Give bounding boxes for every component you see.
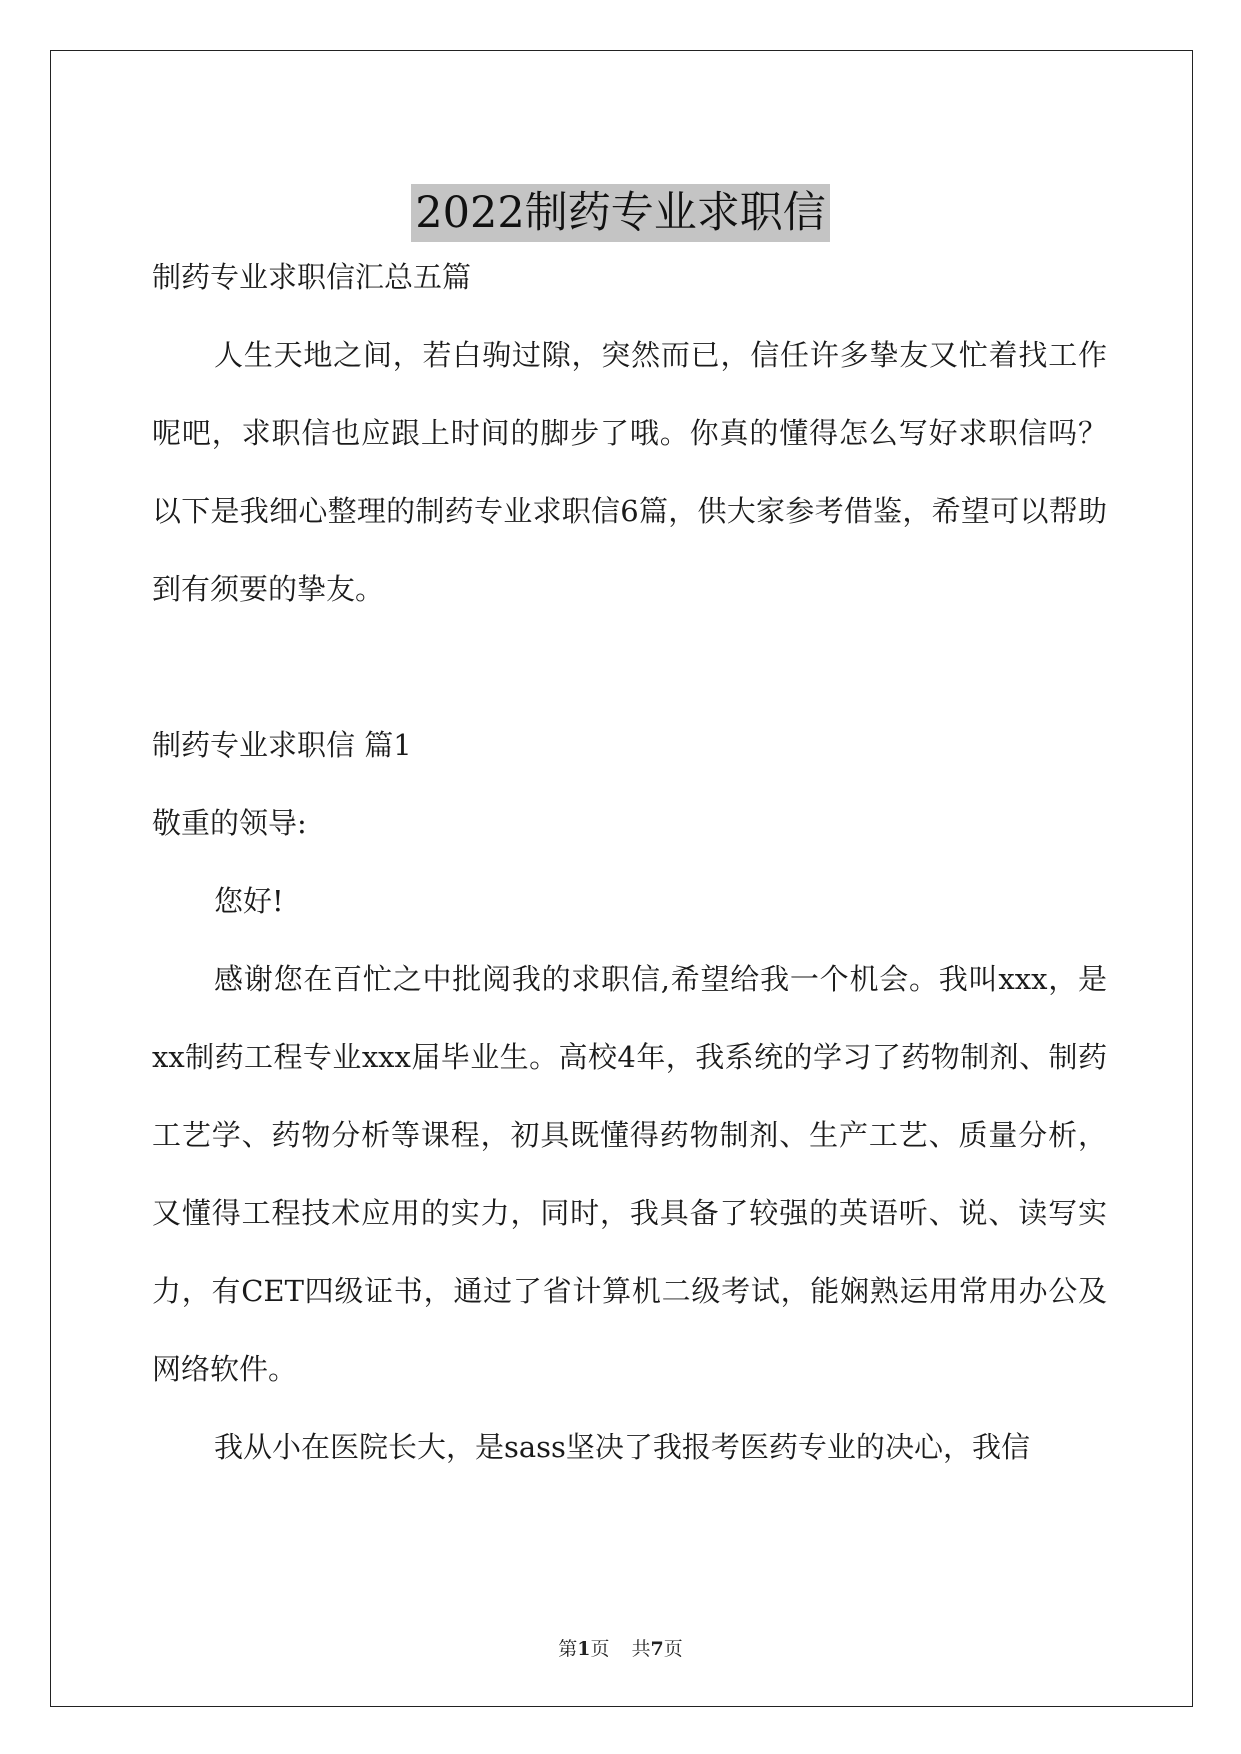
page-footer xyxy=(0,1634,1241,1661)
page-prefix: 第 xyxy=(558,1638,578,1660)
greeting: 您好! xyxy=(214,884,284,918)
page-number: 1 xyxy=(577,1638,591,1660)
total-suffix: 页 xyxy=(663,1638,683,1660)
salutation: 敬重的领导: xyxy=(152,806,307,840)
intro-paragraph: 人生天地之间，若白驹过隙，突然而已，信任许多挚友又忙着找工作呢吧，求职信也应跟上时间的脚步了哦。你真的懂得怎么写好求职信吗？以下是我细心整理的制药专业求职信6篇，供大家参考借鉴，希望可以帮助到有须要的挚友。 xyxy=(152,338,1107,606)
total-prefix: 共 xyxy=(631,1638,651,1660)
document-body xyxy=(152,238,1107,1486)
document-subtitle: 制药专业求职信汇总五篇 xyxy=(152,260,472,294)
body-paragraph-1: 感谢您在百忙之中批阅我的求职信,希望给我一个机会。我叫xxx，是xx制药工程专业xxx届毕业生。高校4年，我系统的学习了药物制剂、制药工艺学、药物分析等课程，初具既懂得药物制剂、生产工艺、质量分析，又懂得工程技术应用的实力，同时，我具备了较强的英语听、说、读写实力，有CET四级证书，通过了省计算机二级考试，能娴熟运用常用办公及网络软件。 xyxy=(152,962,1107,1386)
page-suffix: 页 xyxy=(590,1638,610,1660)
total-pages: 7 xyxy=(650,1638,664,1660)
body-paragraph-2: 我从小在医院长大，是sass坚决了我报考医药专业的决心，我信 xyxy=(214,1430,1030,1464)
section-heading: 制药专业求职信 篇1 xyxy=(152,728,412,762)
document-title: 2022制药专业求职信 xyxy=(411,184,829,242)
spacer xyxy=(152,628,1107,706)
